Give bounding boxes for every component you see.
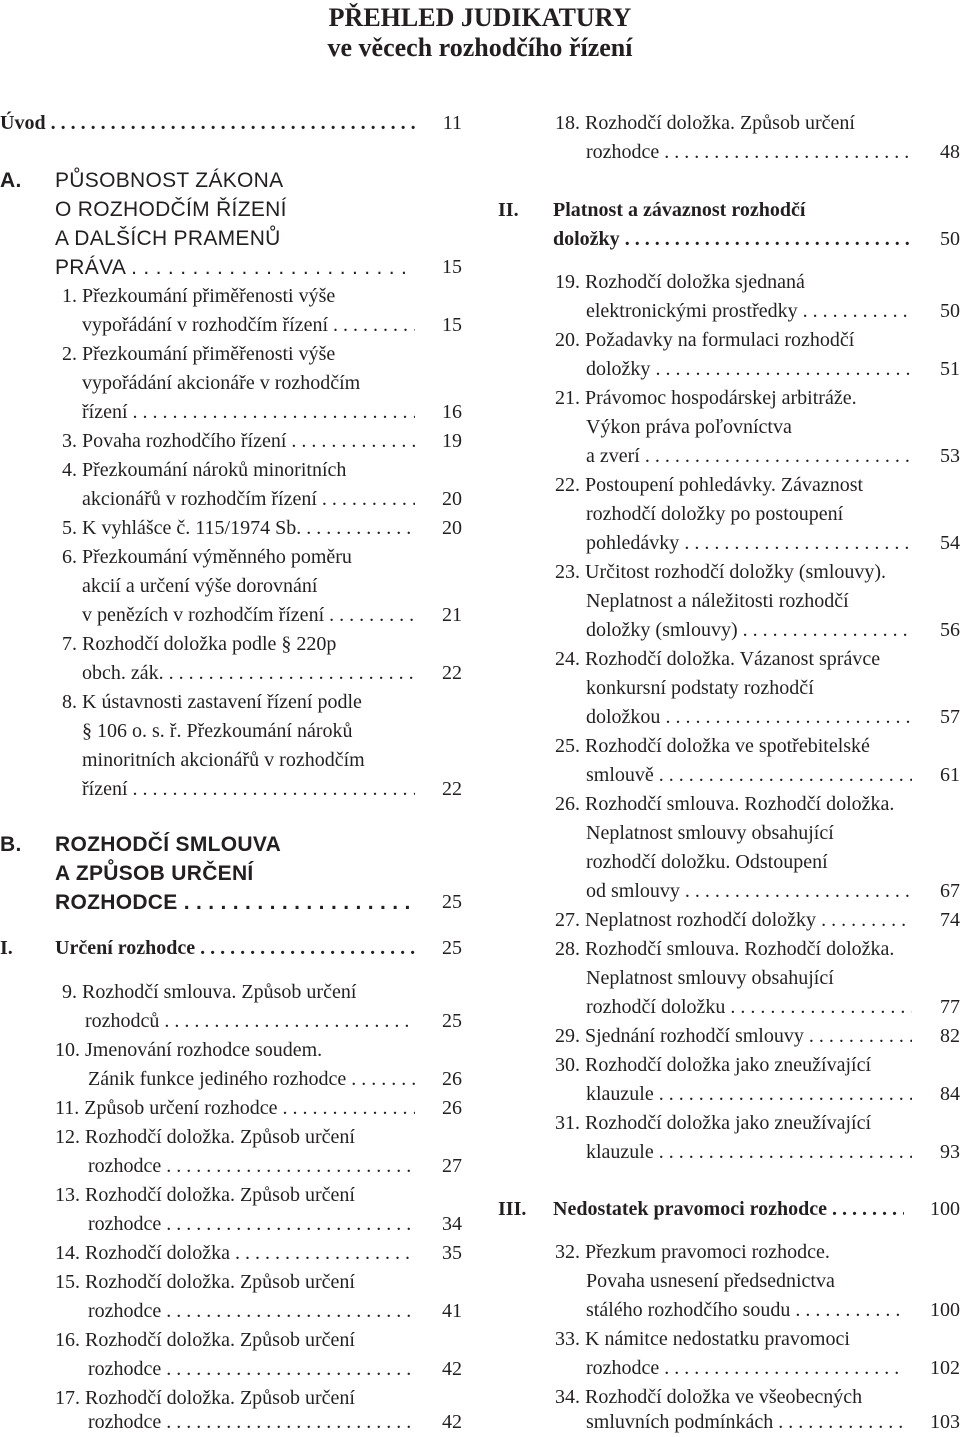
toc-entry-19-cont[interactable]: elektronickými prostředky . . . [586,297,916,326]
toc-entry-13[interactable]: 13. Rozhodčí doložka. Způsob určení [55,1184,355,1206]
toc-entry-5[interactable]: 5. K vyhlášce č. 115/1974 Sb. . . . [62,514,415,543]
toc-entry-3[interactable]: 3. Povaha rozhodčího řízení . . . [62,427,415,456]
toc-page-number: 25 [418,1007,462,1036]
toc-entry-33-cont[interactable]: rozhodce . . . [586,1354,908,1383]
toc-page-number: 26 [418,1065,462,1094]
toc-entry-18-cont[interactable]: rozhodce . . . [586,138,916,167]
toc-entry-4-cont[interactable]: akcionářů v rozhodčím řízení . . . [82,485,415,514]
toc-entry-18[interactable]: 18. Rozhodčí doložka. Způsob určení [555,112,855,134]
toc-entry-7-cont[interactable]: obch. zák. . . . [82,659,415,688]
toc-entry-19[interactable]: 19. Rozhodčí doložka sjednaná [555,271,805,293]
toc-entry-15[interactable]: 15. Rozhodčí doložka. Způsob určení [55,1271,355,1293]
toc-page-number: 26 [418,1094,462,1123]
toc-entry-21-cont[interactable]: Výkon práva poľovníctva [586,416,792,438]
toc-entry-32-cont[interactable]: stálého rozhodčího soudu . . . [586,1296,908,1325]
toc-entry-2-cont[interactable]: řízení . . . [82,398,415,427]
toc-entry-8-cont[interactable]: řízení . . . [82,775,415,804]
toc-entry-33[interactable]: 33. K námitce nedostatku pravomoci [555,1328,850,1350]
toc-page-number: 57 [912,703,960,732]
subsection-ii-title: Platnost a závaznost rozhodčí [553,199,806,221]
toc-page-number: 11 [418,109,462,138]
section-marker-b: B. [0,833,22,856]
toc-page-number: 56 [912,616,960,645]
toc-entry-21[interactable]: 21. Právomoc hospodárskej arbitráže. [555,387,857,409]
toc-page-number: 41 [418,1297,462,1326]
section-a-title-line[interactable]: PRÁVA . . . [55,253,415,282]
toc-entry-4[interactable]: 4. Přezkoumání nároků minoritních [62,459,347,481]
document-subtitle: ve věcech rozhodčího řízení [327,33,633,62]
toc-page-number: 25 [418,934,462,963]
toc-page-number: 25 [418,888,462,917]
toc-entry-6-cont[interactable]: akcií a určení výše dorovnání [82,575,318,597]
toc-entry-17-cont[interactable]: rozhodce . . . [88,1408,415,1437]
toc-entry-17[interactable]: 17. Rozhodčí doložka. Způsob určení [55,1387,355,1409]
toc-entry-24-cont[interactable]: konkursní podstaty rozhodčí [586,677,814,699]
subsection-iii-title[interactable]: Nedostatek pravomoci rozhodce . . . [553,1195,908,1224]
toc-page-number: 100 [904,1195,960,1224]
toc-entry-22[interactable]: 22. Postoupení pohledávky. Závaznost [555,474,864,496]
toc-entry-26-cont[interactable]: od smlouvy . . . [586,877,916,906]
toc-page-number: 19 [418,427,462,456]
subsection-i-title[interactable]: Určení rozhodce . . . [55,934,415,963]
toc-entry-30-cont[interactable]: klauzule . . . [586,1080,916,1109]
toc-page-number: 42 [418,1355,462,1384]
toc-entry-31[interactable]: 31. Rozhodčí doložka jako zneužívající [555,1112,872,1134]
section-b-title-line: ROZHODČÍ SMLOUVA [55,833,282,856]
toc-entry-28-cont[interactable]: Neplatnost smlouvy obsahující [586,967,834,989]
toc-entry-21-cont[interactable]: a zverí . . . [586,442,916,471]
toc-page-number: 20 [418,514,462,543]
toc-entry-13-cont[interactable]: rozhodce . . . [88,1210,415,1239]
toc-entry-23[interactable]: 23. Určitost rozhodčí doložky (smlouvy). [555,561,887,583]
toc-entry-7[interactable]: 7. Rozhodčí doložka podle § 220p [62,633,337,655]
section-a-title-line: A DALŠÍCH PRAMENŮ [55,227,281,250]
toc-entry-6[interactable]: 6. Přezkoumání výměnného poměru [62,546,352,568]
toc-entry-27[interactable]: 27. Neplatnost rozhodčí doložky . . . [555,906,916,935]
toc-entry-29[interactable]: 29. Sjednání rozhodčí smlouvy . . . [555,1022,916,1051]
toc-page-number: 42 [418,1408,462,1437]
toc-entry-14[interactable]: 14. Rozhodčí doložka . . . [55,1239,415,1268]
toc-page-number: 93 [912,1138,960,1167]
toc-entry-24-cont[interactable]: doložkou . . . [586,703,916,732]
toc-entry-26[interactable]: 26. Rozhodčí smlouva. Rozhodčí doložka. [555,793,895,815]
toc-page-number: 21 [418,601,462,630]
toc-page-number: 53 [912,442,960,471]
toc-entry-2[interactable]: 2. Přezkoumání přiměřenosti výše [62,343,336,365]
toc-entry-31-cont[interactable]: klauzule . . . [586,1138,916,1167]
toc-entry-28[interactable]: 28. Rozhodčí smlouva. Rozhodčí doložka. [555,938,895,960]
toc-entry-32[interactable]: 32. Přezkum pravomoci rozhodce. [555,1241,830,1263]
toc-entry-23-cont[interactable]: doložky (smlouvy) . . . [586,616,916,645]
toc-entry-9-cont[interactable]: rozhodců . . . [85,1007,415,1036]
toc-entry-10[interactable]: 10. Jmenování rozhodce soudem. [55,1039,323,1061]
toc-page-number: 48 [912,138,960,167]
toc-entry-28-cont[interactable]: rozhodčí doložku . . . [586,993,916,1022]
toc-entry-34-cont[interactable]: smluvních podmínkách . . . [586,1408,908,1437]
subsection-ii-title[interactable]: doložky . . . [553,225,916,254]
toc-page-number: 77 [912,993,960,1022]
toc-entry-uvod[interactable]: Úvod . . . [0,109,415,138]
toc-entry-22-cont[interactable]: rozhodčí doložky po postoupení [586,503,844,525]
toc-entry-24[interactable]: 24. Rozhodčí doložka. Vázanost správce [555,648,881,670]
toc-entry-15-cont[interactable]: rozhodce . . . [88,1297,415,1326]
toc-page-number: 82 [912,1022,960,1051]
subsection-marker-iii: III. [498,1198,527,1220]
toc-entry-12-cont[interactable]: rozhodce . . . [88,1152,415,1181]
toc-entry-30[interactable]: 30. Rozhodčí doložka jako zneužívající [555,1054,872,1076]
toc-page-number: 15 [418,253,462,282]
toc-entry-26-cont[interactable]: Neplatnost smlouvy obsahující [586,822,834,844]
toc-entry-25-cont[interactable]: smlouvě . . . [586,761,916,790]
toc-entry-11[interactable]: 11. Způsob určení rozhodce . . . [55,1094,415,1123]
toc-page-number: 84 [912,1080,960,1109]
toc-entry-16-cont[interactable]: rozhodce . . . [88,1355,415,1384]
toc-entry-25[interactable]: 25. Rozhodčí doložka ve spotřebitelské [555,735,870,757]
section-a-title-line: PŮSOBNOST ZÁKONA [55,169,284,192]
toc-page-number: 22 [418,775,462,804]
toc-entry-8-cont[interactable]: § 106 o. s. ř. Přezkoumání nároků [82,720,353,742]
section-a-title-line: O ROZHODČÍM ŘÍZENÍ [55,198,287,221]
toc-page-number: 16 [418,398,462,427]
toc-page-number: 22 [418,659,462,688]
toc-page-number: 50 [912,225,960,254]
toc-page-number: 54 [912,529,960,558]
toc-entry-20[interactable]: 20. Požadavky na formulaci rozhodčí [555,329,855,351]
toc-page-number: 74 [912,906,960,935]
toc-entry-26-cont[interactable]: rozhodčí doložku. Odstoupení [586,851,828,873]
toc-entry-10-cont[interactable]: Zánik funkce jediného rozhodce . . . [88,1065,415,1094]
toc-entry-16[interactable]: 16. Rozhodčí doložka. Způsob určení [55,1329,355,1351]
subsection-marker-ii: II. [498,199,519,221]
toc-entry-8[interactable]: 8. K ústavnosti zastavení řízení podle [62,691,362,713]
document-title: PŘEHLED JUDIKATURY [328,3,632,32]
toc-page-number: 100 [904,1296,960,1325]
toc-entry-32-cont[interactable]: Povaha usnesení předsednictva [586,1270,835,1292]
toc-page-number: 103 [904,1408,960,1437]
toc-page-number: 35 [418,1239,462,1268]
toc-page-number: 61 [912,761,960,790]
toc-entry-22-cont[interactable]: pohledávky . . . [586,529,916,558]
toc-entry-8-cont[interactable]: minoritních akcionářů v rozhodčím [82,749,365,771]
toc-entry-23-cont[interactable]: Neplatnost a náležitosti rozhodčí [586,590,849,612]
section-marker-a: A. [0,169,22,192]
toc-entry-34[interactable]: 34. Rozhodčí doložka ve všeobecných [555,1386,863,1408]
toc-entry-1-cont[interactable]: vypořádání v rozhodčím řízení . . . [82,311,415,340]
toc-page-number: 27 [418,1152,462,1181]
toc-page-number: 15 [418,311,462,340]
toc-page-number: 102 [904,1354,960,1383]
section-b-title-line: A ZPŮSOB URČENÍ [55,862,254,885]
subsection-marker-i: I. [0,937,13,959]
toc-page-number: 50 [912,297,960,326]
toc-entry-6-cont[interactable]: v penězích v rozhodčím řízení . . . [82,601,415,630]
toc-entry-9[interactable]: 9. Rozhodčí smlouva. Způsob určení [62,981,357,1003]
toc-entry-2-cont[interactable]: vypořádání akcionáře v rozhodčím [82,372,361,394]
toc-entry-12[interactable]: 12. Rozhodčí doložka. Způsob určení [55,1126,355,1148]
toc-page-number: 20 [418,485,462,514]
toc-entry-20-cont[interactable]: doložky . . . [586,355,916,384]
toc-page-number: 51 [912,355,960,384]
section-b-title-line[interactable]: ROZHODCE . . . [55,888,415,917]
toc-page-number: 67 [912,877,960,906]
toc-entry-1[interactable]: 1. Přezkoumání přiměřenosti výše [62,285,336,307]
toc-page-number: 34 [418,1210,462,1239]
